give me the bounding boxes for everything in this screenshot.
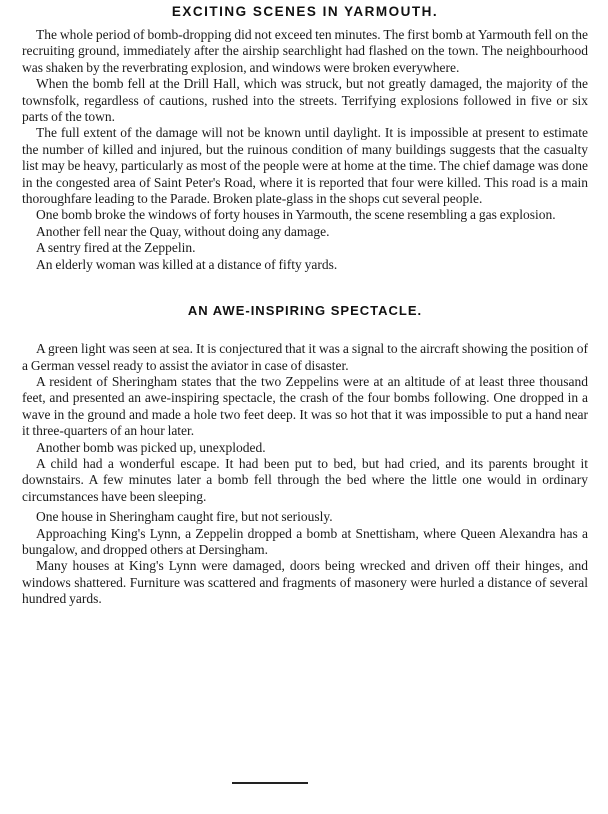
section-heading-yarmouth: EXCITING SCENES IN YARMOUTH. [171, 4, 439, 19]
paragraph: One bomb broke the windows of forty houses in Yarmouth, the scene resembling a gas explosion. [36, 207, 556, 223]
paragraph: A child had a wonderful escape. It had been put to bed, but had cried, and its parents brought it downstairs. A few minutes later a bomb fell through the bed where the little one would in ordinary circumstances have been sleeping. [22, 455, 588, 504]
paragraph: When the bomb fell at the Drill Hall, which was struck, but not greatly damaged, the majority of the townsfolk, regardless of cautions, rushed into the streets. Terrifying explosions followed in five or six parts of the town. [22, 76, 588, 125]
article-yarmouth [22, 27, 588, 273]
paragraph: A sentry fired at the Zeppelin. [36, 240, 196, 256]
closing-rule [232, 782, 308, 784]
paragraph: Approaching King's Lynn, a Zeppelin dropped a bomb at Snettisham, where Queen Alexandra has a bungalow, and dropped others at Dersingham. [22, 525, 588, 557]
paragraph: One house in Sheringham caught fire, but not seriously. [36, 509, 333, 525]
paragraph: An elderly woman was killed at a distance of fifty yards. [36, 256, 338, 272]
paragraph: The full extent of the damage will not be known until daylight. It is impossible at present to estimate the number of killed and injured, but the ruinous condition of many buildings suggests that the casualty list may be heavy, particularly as most of the people were at home at the time. The chief damage was done in the congested area of Saint Peter's Road, where it is reported that four were killed. This road is a main thoroughfare leading to the Parade. Broken plate-glass in the shops cut several people. [22, 125, 588, 207]
section-heading-spectacle: AN AWE-INSPIRING SPECTACLE. [187, 303, 423, 319]
paragraph: Many houses at King's Lynn were damaged, doors being wrecked and driven off their hinges, and windows shattered. Furniture was scattered and fragments of masonery were hurled a distance of several hundred yards. [22, 558, 588, 607]
paragraph: The whole period of bomb-dropping did not exceed ten minutes. The first bomb at Yarmouth fell on the recruiting ground, immediately after the airship searchlight had flashed on the town. The neighbourhood was shaken by the reverbrating explosion, and windows were broken everywhere. [22, 27, 588, 75]
paragraph: Another fell near the Quay, without doing any damage. [36, 223, 330, 239]
paragraph: A green light was seen at sea. It is conjectured that it was a signal to the aircraft showing the position of a German vessel ready to assist the aviator in case of disaster. [22, 341, 588, 373]
article-spectacle [22, 341, 588, 608]
paragraph: A resident of Sheringham states that the two Zeppelins were at an altitude of at least three thousand feet, and presented an awe-inspiring spectacle, the crash of the four bombs following. One dropped in a wave in the ground and made a hole two feet deep. It was so hot that it was impossible to put a hand near it three-quarters of an hour later. [22, 373, 588, 439]
paragraph: Another bomb was picked up, unexploded. [36, 439, 266, 455]
